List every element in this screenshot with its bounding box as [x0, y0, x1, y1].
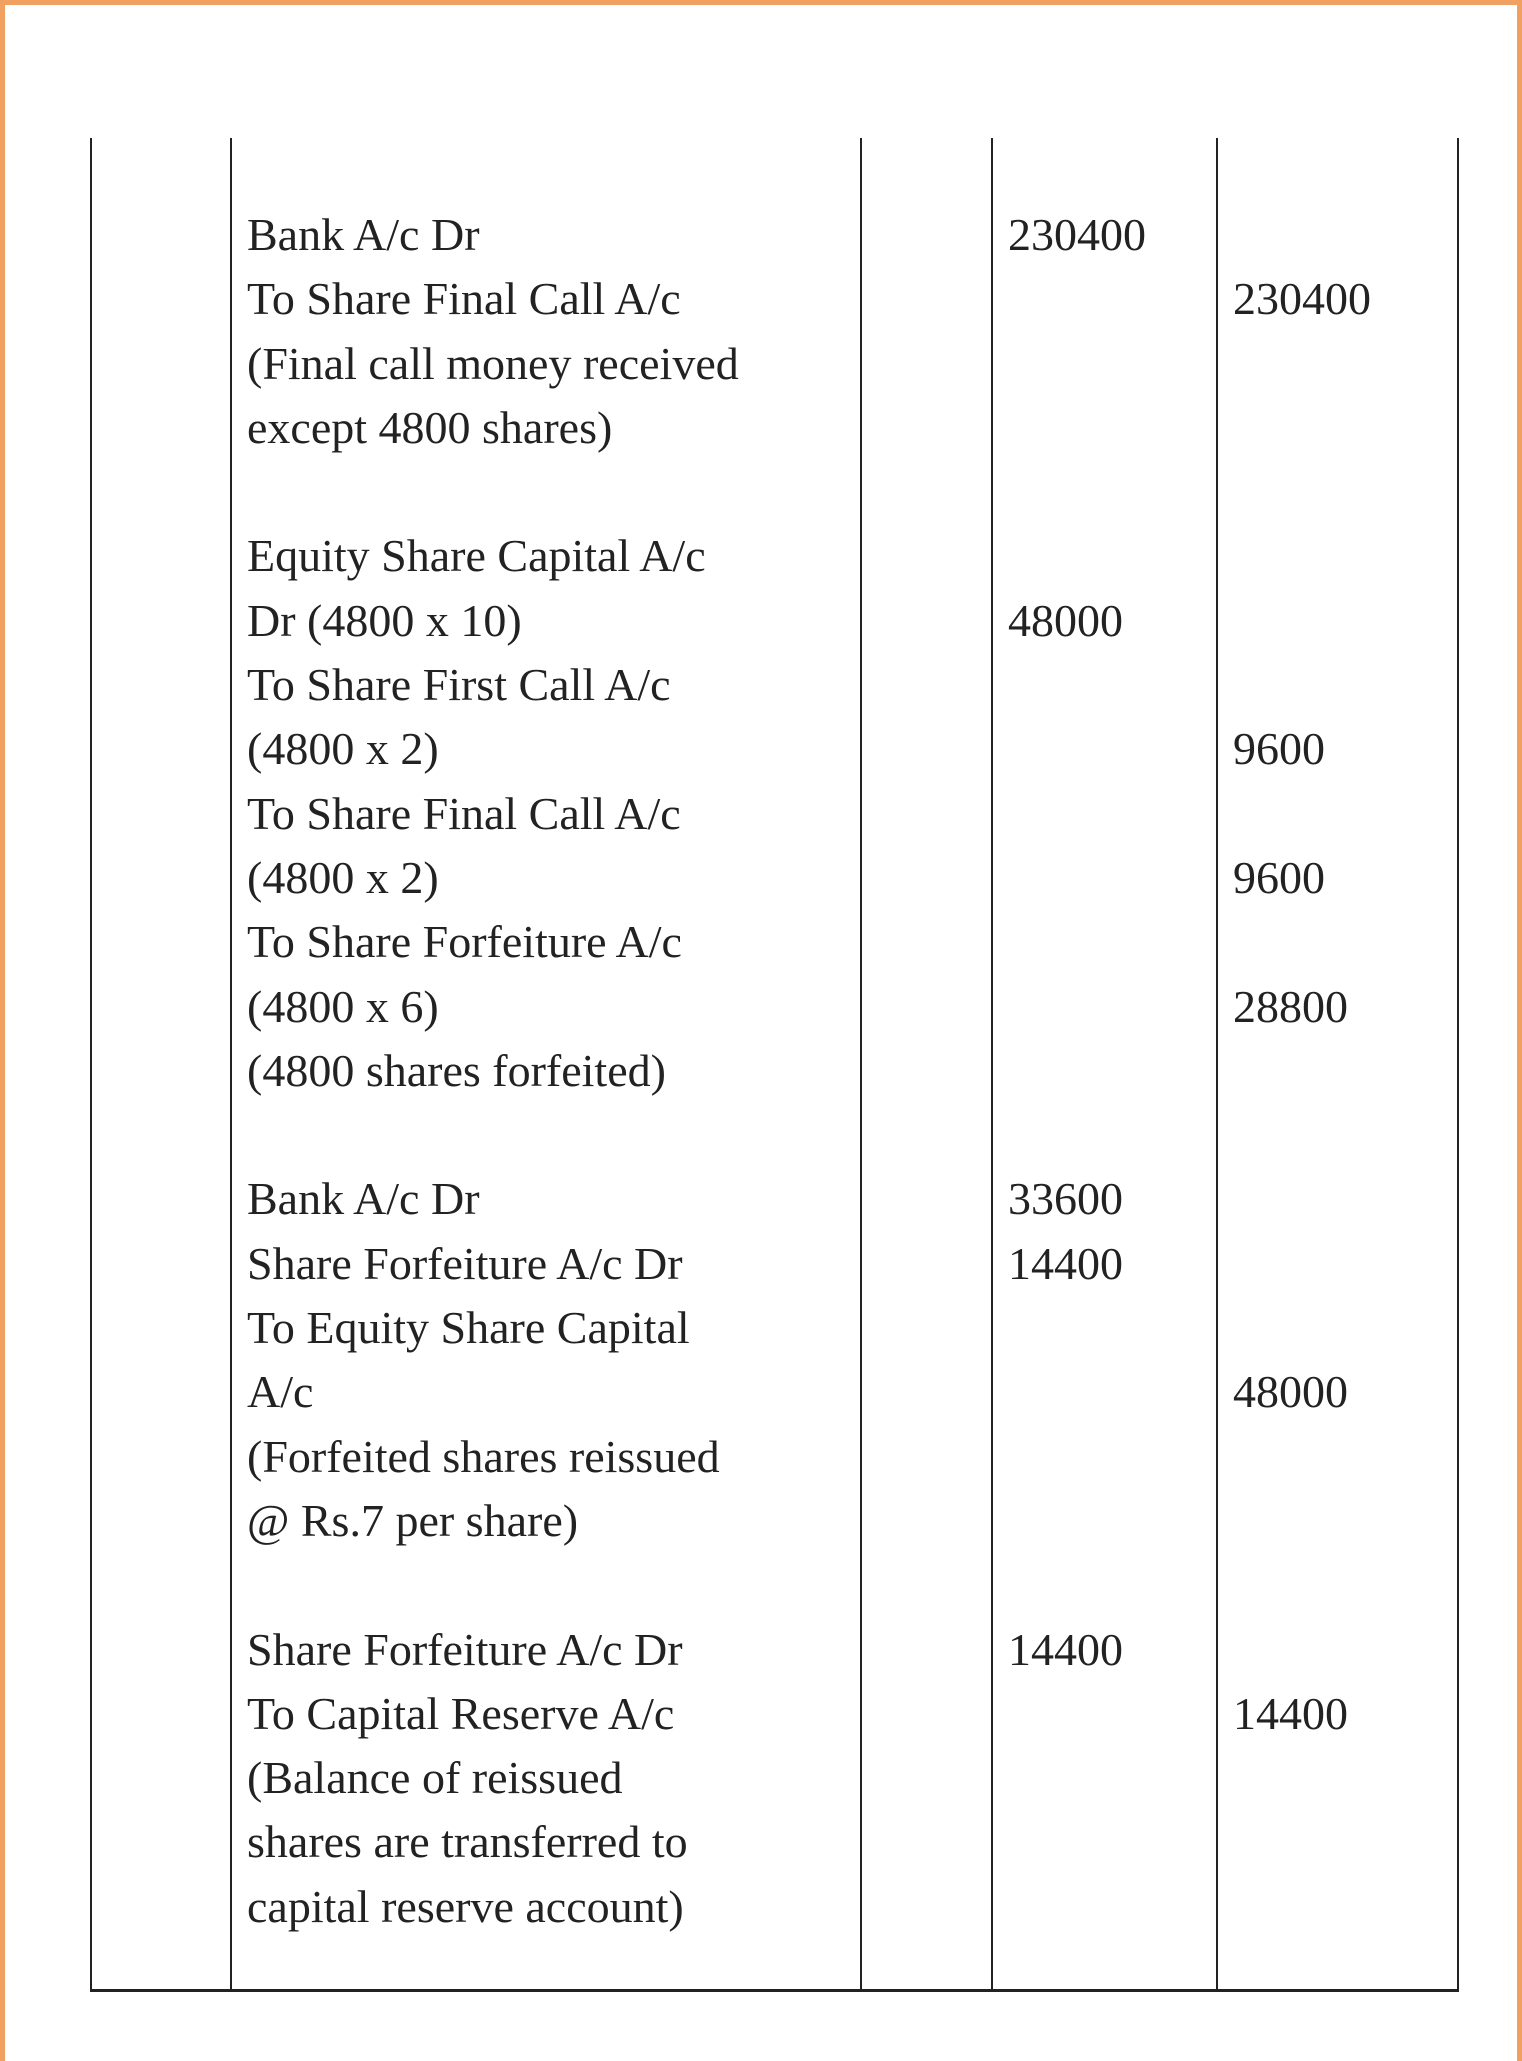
- particulars-text: (4800 x 2): [247, 723, 439, 775]
- entry-line: [90, 267, 1459, 331]
- journal-entry: [90, 524, 1459, 1103]
- entry-line: [90, 396, 1459, 460]
- particulars-text: Share Forfeiture A/c Dr: [247, 1623, 683, 1675]
- journal-table: [90, 138, 1459, 1992]
- entry-line: [90, 1618, 1459, 1682]
- particulars-text: (Forfeited shares reissued: [247, 1430, 720, 1482]
- particulars-text: except 4800 shares): [247, 401, 613, 453]
- particulars-text: @ Rs.7 per share): [247, 1494, 579, 1546]
- entry-line: [90, 782, 1459, 846]
- particulars-text: capital reserve account): [247, 1880, 684, 1932]
- entry-line: [90, 653, 1459, 717]
- entry-line: [90, 1167, 1459, 1231]
- particulars-text: To Share First Call A/c: [247, 659, 671, 711]
- credit-amount: 28800: [1233, 980, 1348, 1032]
- entry-line: [90, 203, 1459, 267]
- particulars-text: Bank A/c Dr: [247, 1173, 480, 1225]
- journal-entry: [90, 203, 1459, 460]
- entry-line: [90, 1039, 1459, 1103]
- particulars-text: Share Forfeiture A/c Dr: [247, 1237, 683, 1289]
- entry-line: [90, 589, 1459, 653]
- entry-line: [90, 717, 1459, 781]
- entry-line: [90, 910, 1459, 974]
- journal-entries: [90, 203, 1459, 2003]
- credit-amount: 230400: [1233, 273, 1371, 325]
- particulars-text: (4800 x 6): [247, 980, 439, 1032]
- particulars-text: Bank A/c Dr: [247, 209, 480, 260]
- debit-amount: 48000: [1008, 594, 1123, 646]
- entry-line: [90, 1682, 1459, 1746]
- particulars-text: To Share Final Call A/c: [247, 787, 681, 839]
- entry-line: [90, 1746, 1459, 1810]
- particulars-text: (4800 x 2): [247, 851, 439, 903]
- particulars-text: Equity Share Capital A/c: [247, 530, 706, 582]
- entry-line: [90, 1425, 1459, 1489]
- credit-amount: 9600: [1233, 723, 1325, 775]
- entry-line: [90, 1875, 1459, 1939]
- entry-line: [90, 1360, 1459, 1424]
- particulars-text: (Balance of reissued: [247, 1752, 623, 1804]
- particulars-text: Dr (4800 x 10): [247, 594, 522, 646]
- entry-line: [90, 1296, 1459, 1360]
- entry-line: [90, 332, 1459, 396]
- entry-line: [90, 975, 1459, 1039]
- debit-amount: 33600: [1008, 1173, 1123, 1225]
- particulars-text: To Share Forfeiture A/c: [247, 916, 682, 968]
- entry-line: [90, 1810, 1459, 1874]
- debit-amount: 230400: [1008, 209, 1146, 260]
- journal-entry: [90, 1167, 1459, 1553]
- entry-line: [90, 524, 1459, 588]
- credit-amount: 48000: [1233, 1366, 1348, 1418]
- particulars-text: To Equity Share Capital: [247, 1302, 690, 1354]
- particulars-text: (Final call money received: [247, 337, 739, 389]
- debit-amount: 14400: [1008, 1237, 1123, 1289]
- particulars-text: To Capital Reserve A/c: [247, 1687, 675, 1739]
- particulars-text: (4800 shares forfeited): [247, 1044, 666, 1096]
- entry-line: [90, 1489, 1459, 1553]
- entry-line: [90, 1232, 1459, 1296]
- particulars-text: shares are transferred to: [247, 1816, 688, 1868]
- journal-entry: [90, 1618, 1459, 1939]
- particulars-text: To Share Final Call A/c: [247, 273, 681, 325]
- credit-amount: 14400: [1233, 1687, 1348, 1739]
- debit-amount: 14400: [1008, 1623, 1123, 1675]
- particulars-text: A/c: [247, 1366, 314, 1418]
- entry-line: [90, 846, 1459, 910]
- credit-amount: 9600: [1233, 851, 1325, 903]
